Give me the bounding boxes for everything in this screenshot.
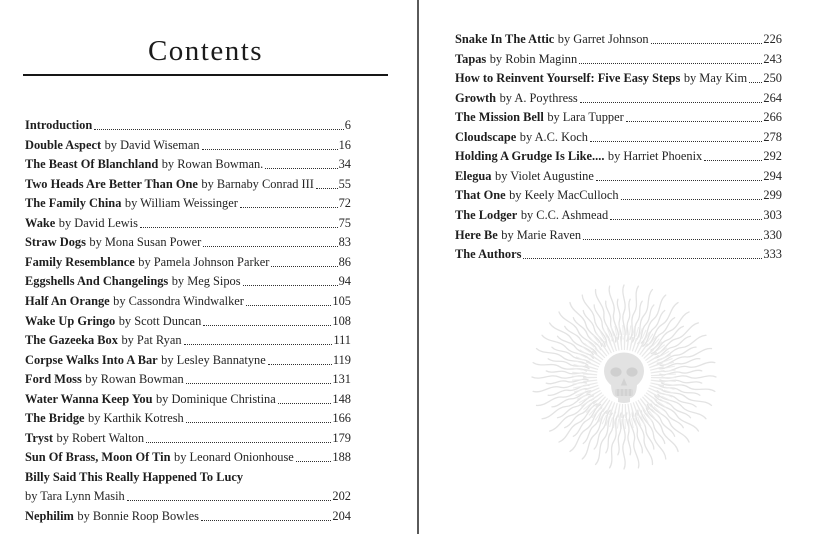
entry-author: by Karthik Kotresh xyxy=(88,411,184,426)
entry-page-number: 94 xyxy=(338,274,351,289)
entry-title: How to Reinvent Yourself: Five Easy Steps xyxy=(455,71,681,86)
toc-entry xyxy=(25,269,351,289)
dotted-leader xyxy=(749,82,762,83)
entry-page-number: 6 xyxy=(344,118,351,133)
entry-page-number: 303 xyxy=(763,207,782,222)
toc-entry xyxy=(25,308,351,328)
entry-title: The Family China xyxy=(25,196,122,211)
entry-page-number: 202 xyxy=(332,489,351,504)
toc-entry xyxy=(25,230,351,250)
sun-skull-svg xyxy=(524,277,724,477)
entry-title: Corpse Walks Into A Bar xyxy=(25,352,158,367)
entry-page-number: 264 xyxy=(763,90,782,105)
entry-author: by Lara Tupper xyxy=(547,110,624,125)
entry-page-number: 188 xyxy=(332,450,351,465)
entry-author: by Rowan Bowman. xyxy=(161,157,264,172)
toc-entry xyxy=(25,113,351,133)
toc-entry xyxy=(455,47,782,67)
entry-page-number: 131 xyxy=(332,372,351,387)
dotted-leader xyxy=(184,344,333,345)
entry-page-number: 179 xyxy=(332,430,351,445)
entry-author: by Meg Sipos xyxy=(171,274,241,289)
entry-title: Water Wanna Keep You xyxy=(25,391,153,406)
toc-entry xyxy=(25,328,351,348)
entry-page-number: 111 xyxy=(333,333,351,348)
entry-title: Introduction xyxy=(25,118,93,133)
dotted-leader xyxy=(271,266,337,267)
toc-entry xyxy=(25,289,351,309)
dotted-leader xyxy=(203,325,331,326)
sun-skull-illustration xyxy=(524,277,724,477)
entry-title: The Mission Bell xyxy=(455,110,544,125)
dotted-leader xyxy=(140,227,338,228)
toc-list-left xyxy=(25,113,351,523)
toc-entry xyxy=(455,242,782,262)
dotted-leader xyxy=(278,403,332,404)
entry-author: by May Kim xyxy=(683,71,748,86)
entry-page-number: 148 xyxy=(332,391,351,406)
dotted-leader xyxy=(316,188,338,189)
dotted-leader xyxy=(202,149,338,150)
toc-entry xyxy=(25,152,351,172)
entry-author: by Harriet Phoenix xyxy=(607,149,703,164)
toc-entry xyxy=(25,465,351,485)
entry-page-number: 333 xyxy=(763,247,782,262)
entry-page-number: 330 xyxy=(763,227,782,242)
entry-author: by David Wiseman xyxy=(104,137,200,152)
entry-author: by C.C. Ashmead xyxy=(520,207,609,222)
entry-title: Tapas xyxy=(455,51,487,66)
dotted-leader xyxy=(596,180,763,181)
entry-page-number: 55 xyxy=(338,176,351,191)
entry-author: by Robin Maginn xyxy=(489,51,578,66)
toc-entry xyxy=(455,66,782,86)
entry-title: The Gazeeka Box xyxy=(25,333,118,348)
dotted-leader xyxy=(523,258,762,259)
entry-title: The Beast Of Blanchland xyxy=(25,157,159,172)
toc-entry xyxy=(25,348,351,368)
entry-page-number: 75 xyxy=(338,215,351,230)
dotted-leader xyxy=(704,160,762,161)
entry-author: by Robert Walton xyxy=(56,430,145,445)
toc-entry xyxy=(25,426,351,446)
dotted-leader xyxy=(94,129,344,130)
entry-author: by Marie Raven xyxy=(501,227,582,242)
toc-entry xyxy=(455,183,782,203)
dotted-leader xyxy=(580,102,763,103)
entry-page-number: 278 xyxy=(763,129,782,144)
dotted-leader xyxy=(146,442,331,443)
entry-author: by Cassondra Windwalker xyxy=(113,293,244,308)
entry-author: by Scott Duncan xyxy=(118,313,202,328)
entry-page-number: 299 xyxy=(763,188,782,203)
entry-author: by Garret Johnson xyxy=(557,32,649,47)
dotted-leader xyxy=(265,168,337,169)
toc-entry xyxy=(455,27,782,47)
entry-page-number: 105 xyxy=(332,293,351,308)
entry-author: by Dominique Christina xyxy=(155,391,276,406)
entry-title: Wake xyxy=(25,215,56,230)
entry-author: by Lesley Bannatyne xyxy=(161,352,266,367)
toc-entry xyxy=(25,191,351,211)
dotted-leader xyxy=(621,199,763,200)
entry-title: Double Aspect xyxy=(25,137,102,152)
entry-page-number: 292 xyxy=(763,149,782,164)
toc-entry xyxy=(25,484,351,504)
toc-entry xyxy=(25,445,351,465)
dotted-leader xyxy=(186,422,332,423)
toc-entry xyxy=(25,250,351,270)
entry-title: Holding A Grudge Is Like.... xyxy=(455,149,605,164)
entry-title: Billy Said This Really Happened To Lucy xyxy=(25,469,244,484)
dotted-leader xyxy=(651,43,763,44)
entry-author: by Pat Ryan xyxy=(121,333,182,348)
entry-title: Two Heads Are Better Than One xyxy=(25,176,198,191)
entry-page-number: 72 xyxy=(338,196,351,211)
title-underline-rule xyxy=(23,74,388,76)
entry-title: Family Resemblance xyxy=(25,254,135,269)
entry-title: Sun Of Brass, Moon Of Tin xyxy=(25,450,171,465)
dotted-leader xyxy=(590,141,762,142)
toc-entry xyxy=(455,125,782,145)
toc-entry xyxy=(455,105,782,125)
dotted-leader xyxy=(296,461,332,462)
page-title: Contents xyxy=(147,35,264,67)
entry-author: by Mona Susan Power xyxy=(89,235,202,250)
entry-title: That One xyxy=(455,188,506,203)
entry-title: Ford Moss xyxy=(25,372,82,387)
toc-entry xyxy=(455,86,782,106)
entry-title: Half An Orange xyxy=(25,293,110,308)
entry-page-number: 226 xyxy=(763,32,782,47)
entry-author: by Leonard Onionhouse xyxy=(174,450,294,465)
entry-page-number: 16 xyxy=(338,137,351,152)
toc-entry xyxy=(25,406,351,426)
entry-title: Straw Dogs xyxy=(25,235,86,250)
entry-page-number: 294 xyxy=(763,168,782,183)
entry-page-number: 108 xyxy=(332,313,351,328)
dotted-leader xyxy=(186,383,332,384)
entry-title: Nephilim xyxy=(25,508,74,523)
toc-entry xyxy=(455,144,782,164)
entry-author: by David Lewis xyxy=(58,215,138,230)
dotted-leader xyxy=(243,285,338,286)
entry-title: Growth xyxy=(455,90,497,105)
entry-title: Wake Up Gringo xyxy=(25,313,116,328)
entry-page-number: 34 xyxy=(338,157,351,172)
entry-page-number: 86 xyxy=(338,254,351,269)
entry-title: The Lodger xyxy=(455,207,518,222)
entry-title: Here Be xyxy=(455,227,498,242)
entry-author: by Bonnie Roop Bowles xyxy=(77,508,199,523)
toc-entry xyxy=(455,203,782,223)
toc-entry xyxy=(455,164,782,184)
entry-page-number: 83 xyxy=(338,235,351,250)
entry-title: Cloudscape xyxy=(455,129,517,144)
dotted-leader xyxy=(579,63,762,64)
entry-author: by A. Poythress xyxy=(499,90,578,105)
entry-author: by Keely MacCulloch xyxy=(509,188,619,203)
dotted-leader xyxy=(240,207,338,208)
skull-icon xyxy=(604,353,644,404)
dotted-leader xyxy=(626,121,763,122)
entry-author: by Tara Lynn Masih xyxy=(25,489,125,504)
entry-author: by Barnaby Conrad III xyxy=(201,176,314,191)
entry-title: The Authors xyxy=(455,247,522,262)
dotted-leader xyxy=(268,364,332,365)
entry-page-number: 243 xyxy=(763,51,782,66)
entry-page-number: 166 xyxy=(332,411,351,426)
entry-author: by Violet Augustine xyxy=(495,168,594,183)
toc-entry xyxy=(25,172,351,192)
entry-page-number: 204 xyxy=(332,508,351,523)
dotted-leader xyxy=(610,219,762,220)
page-gutter-divider xyxy=(417,0,419,534)
toc-list-right xyxy=(455,27,782,262)
entry-author: by Pamela Johnson Parker xyxy=(138,254,270,269)
entry-author: by William Weissinger xyxy=(124,196,238,211)
entry-author: by A.C. Koch xyxy=(519,129,588,144)
dotted-leader xyxy=(246,305,332,306)
dotted-leader xyxy=(201,520,332,521)
dotted-leader xyxy=(583,239,762,240)
entry-title: Snake In The Attic xyxy=(455,32,555,47)
entry-author: by Rowan Bowman xyxy=(85,372,184,387)
entry-page-number: 119 xyxy=(332,352,351,367)
entry-title: The Bridge xyxy=(25,411,85,426)
toc-entry xyxy=(25,211,351,231)
toc-entry xyxy=(25,387,351,407)
entry-title: Elegua xyxy=(455,168,492,183)
dotted-leader xyxy=(127,500,332,501)
entry-title: Tryst xyxy=(25,430,53,445)
entry-page-number: 250 xyxy=(763,71,782,86)
toc-entry xyxy=(25,367,351,387)
toc-entry xyxy=(25,133,351,153)
dotted-leader xyxy=(203,246,337,247)
entry-page-number: 266 xyxy=(763,110,782,125)
toc-entry xyxy=(25,504,351,524)
entry-title: Eggshells And Changelings xyxy=(25,274,169,289)
toc-entry xyxy=(455,222,782,242)
